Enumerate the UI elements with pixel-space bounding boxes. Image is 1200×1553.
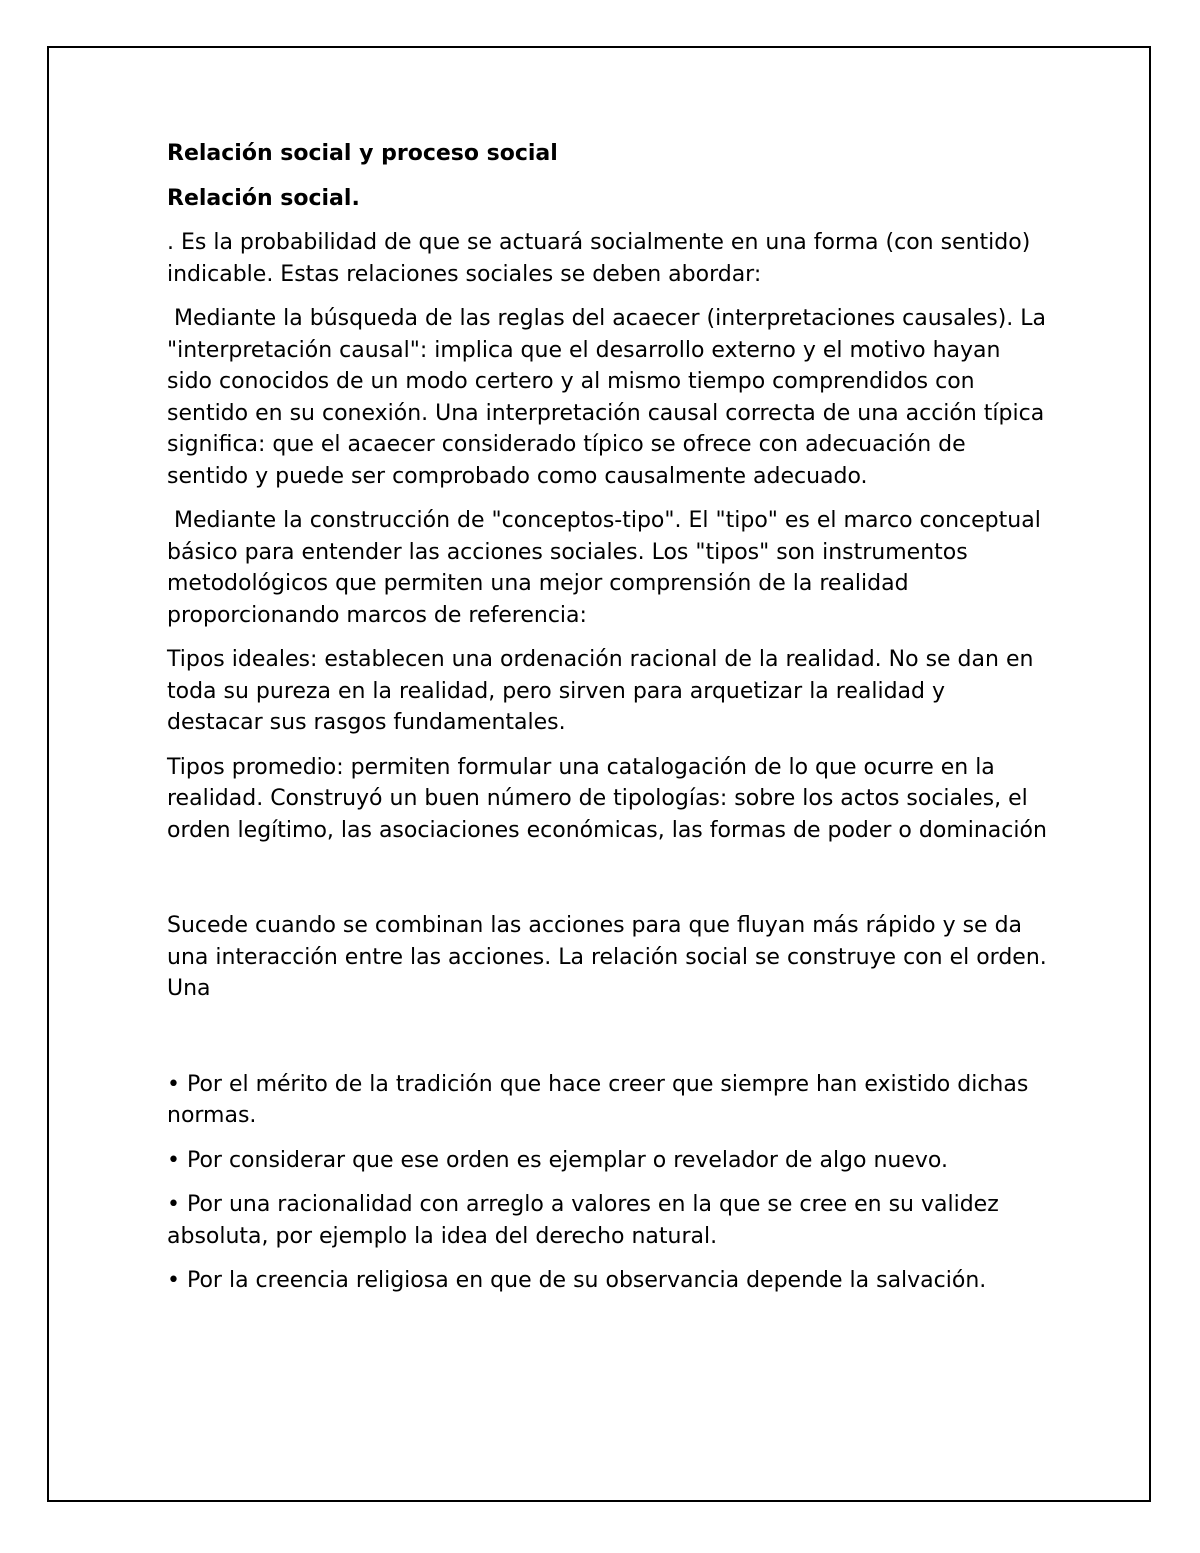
paragraph-ideal-types: Tipos ideales: establecen una ordenación racional de la realidad. No se dan en toda su pureza en la realidad, pero sirven para arquetizar la realidad y destacar sus rasgos fundamentales.	[167, 647, 1034, 735]
list-item-value-rationality: • Por una racionalidad con arreglo a valores en la que se cree en su validez absoluta, por ejemplo la idea del derecho natural.	[167, 1192, 999, 1249]
paragraph-social-order: Sucede cuando se combinan las acciones para que fluyan más rápido y se da una interacción entre las acciones. La relación social se construye con el orden. Una	[167, 913, 1047, 1001]
paragraph-causal-interpretation: Mediante la búsqueda de las reglas del acaecer (interpretaciones causales). La "interpretación causal": implica que el desarrollo externo y el motivo hayan sido conocidos de un modo certero y al mismo tiempo comprendidos con sentido en su conexión. Una interpretación causal correcta de una acción típica significa: que el acaecer considerado típico se ofrece con adecuación de sentido y puede ser comprobado como causalmente adecuado.	[167, 306, 1054, 489]
list-item-exemplary-order: • Por considerar que ese orden es ejemplar o revelador de algo nuevo.	[167, 1147, 948, 1173]
section-heading: Relación social.	[167, 185, 360, 211]
document-title: Relación social y proceso social	[167, 141, 558, 166]
paragraph-average-types: Tipos promedio: permiten formular una catalogación de lo que ocurre en la realidad. Construyó un buen número de tipologías: sobre los actos sociales, el orden legítimo, las asociaciones económicas, las formas de poder o dominación	[167, 754, 1047, 843]
list-item-tradition: • Por el mérito de la tradición que hace creer que siempre han existido dichas normas.	[167, 1071, 1029, 1128]
list-item-religious-belief: • Por la creencia religiosa en que de su observancia depende la salvación.	[167, 1268, 987, 1293]
document-body	[167, 138, 1054, 1310]
paragraph-concept-types: Mediante la construcción de "conceptos-tipo". El "tipo" es el marco conceptual básico para entender las acciones sociales. Los "tipos" son instrumentos metodológicos que permiten una mejor comprensión de la realidad proporcionando marcos de referencia:	[167, 508, 1048, 628]
paragraph-definition: . Es la probabilidad de que se actuará socialmente en una forma (con sentido) indicable. Estas relaciones sociales se deben abordar:	[167, 230, 1031, 287]
